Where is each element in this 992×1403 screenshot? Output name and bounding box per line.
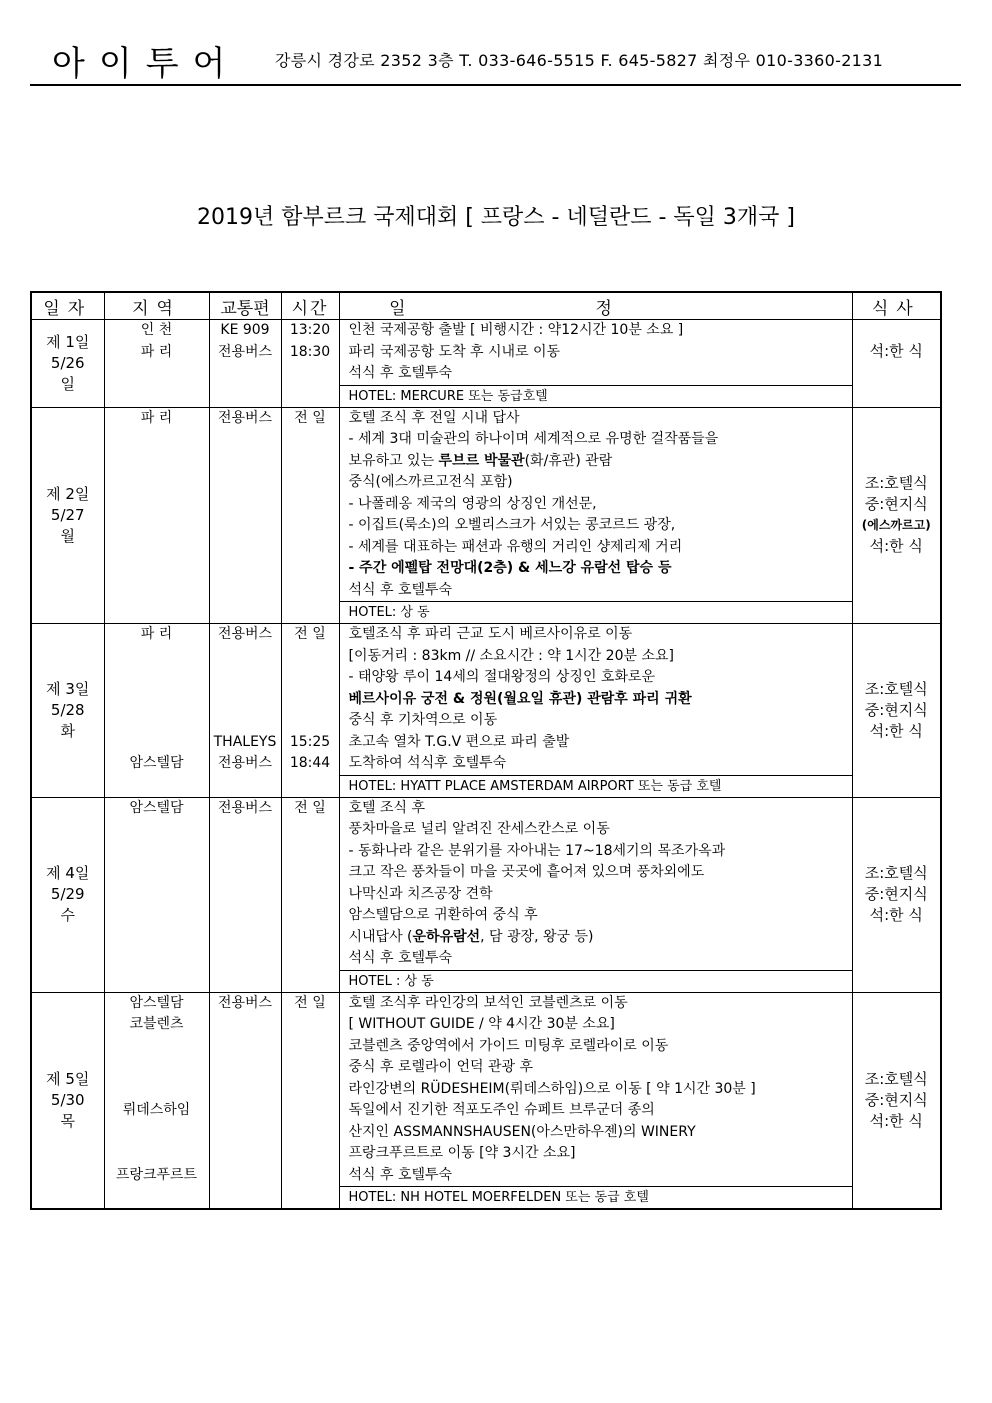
emphasis-text: 운하유람선 xyxy=(412,928,481,945)
meal-line: 조:호텔식 xyxy=(864,1069,928,1088)
region-cell-line xyxy=(105,710,209,732)
schedule-line: - 이집트(룩소)의 오벨리스크가 서있는 콩코르드 광장, xyxy=(348,517,676,533)
region-cell-line xyxy=(105,363,209,385)
time-cell-line: 전 일 xyxy=(294,799,326,816)
time-cell-line: 18:44 xyxy=(289,755,331,771)
time-cell xyxy=(281,320,339,408)
time-cell-line: 전 일 xyxy=(294,626,326,642)
schedule-line: 코블렌츠 중앙역에서 가이드 미팅후 로렐라이로 이동 xyxy=(348,1037,669,1054)
company-name: 아이투어 xyxy=(52,44,240,84)
schedule-line: [이동거리 : 83km // 소요시간 : 약 1시간 20분 소요] xyxy=(348,647,674,664)
day-label: 5/27 xyxy=(50,505,85,524)
emphasis-text: 베르사이유 궁전 & 정원 xyxy=(348,690,498,707)
region-cell-line xyxy=(105,1036,209,1058)
hotel-cell xyxy=(339,970,852,992)
schedule-line: 크고 작은 풍차들이 마을 곳곳에 흩어져 있으며 풍차외에도 xyxy=(348,864,705,880)
region-cell-line xyxy=(105,1057,209,1079)
region-cell-line: 암스텔담 xyxy=(129,799,184,816)
region-cell-line xyxy=(105,1122,209,1144)
emphasis-text: 루브르 박물관 xyxy=(438,452,525,469)
schedule-cell xyxy=(339,407,852,602)
transport-cell-line: 전용버스 xyxy=(217,755,273,771)
transport-cell xyxy=(209,320,281,408)
day-cell xyxy=(31,407,104,624)
region-cell-line: 암스텔담 xyxy=(129,755,184,771)
day-label: 제 4일 xyxy=(46,864,90,882)
meal-line: 조:호텔식 xyxy=(864,474,928,493)
transport-cell-line: 전용버스 xyxy=(217,799,273,816)
day-label: 제 5일 xyxy=(46,1069,90,1088)
time-cell xyxy=(281,407,339,624)
schedule-line: 호텔조식 후 파리 근교 도시 베르사이유로 이동 xyxy=(348,626,633,642)
hotel-cell xyxy=(339,1187,852,1210)
day-label: 화 xyxy=(60,721,75,740)
meal-line: 석:한 식 xyxy=(869,537,923,556)
region-cell-line: 뤼데스하임 xyxy=(122,1102,191,1118)
table-row xyxy=(31,992,941,1187)
schedule-line: 시내답사 (운하유람선, 담 광장, 왕궁 등) xyxy=(348,928,594,945)
schedule-line: 라인강변의 RÜDESHEIM(뤼데스하임)으로 이동 [ 약 1시간 30분 ] xyxy=(348,1080,756,1097)
header-region: 지역 xyxy=(104,292,209,320)
transport-cell xyxy=(209,624,281,798)
region-cell-line xyxy=(105,732,209,754)
table-row xyxy=(31,407,941,602)
schedule-line: 암스텔담으로 귀환하여 중식 후 xyxy=(348,907,538,923)
day-label: 5/29 xyxy=(50,885,85,903)
hotel-line: HOTEL: HYATT PLACE AMSTERDAM AIRPORT 또는 동급 호텔 xyxy=(348,778,722,794)
schedule-line: 프랑크푸르트로 이동 [약 3시간 소요] xyxy=(348,1145,576,1161)
meal-line: 중:현지식 xyxy=(864,1090,928,1109)
letterhead xyxy=(30,30,961,86)
header-schedule: 일정 xyxy=(339,292,852,320)
day-label: 5/30 xyxy=(50,1090,85,1109)
schedule-line: 풍차마을로 널리 알려진 잔세스칸스로 이동 xyxy=(348,821,610,837)
day-label: 목 xyxy=(60,1111,75,1130)
meal-cell xyxy=(852,797,941,992)
region-cell-line: 파 리 xyxy=(140,343,173,360)
region-cell-line: 프랑크푸르트 xyxy=(115,1166,198,1183)
transport-cell-line xyxy=(210,689,281,711)
time-cell-line: 15:25 xyxy=(289,733,331,750)
schedule-line: 호텔 조식후 라인강의 보석인 코블렌츠로 이동 xyxy=(348,994,628,1011)
region-cell-line xyxy=(105,689,209,711)
day-cell xyxy=(31,320,104,408)
day-cell xyxy=(31,797,104,992)
region-cell xyxy=(104,624,209,798)
transport-cell-line xyxy=(210,710,281,732)
document-title: 2019년 함부르크 국제대회 [ 프랑스 - 네덜란드 - 독일 3개국 ] xyxy=(196,205,795,230)
schedule-line: - 세계 3대 미술관의 하나이며 세계적으로 유명한 걸작품들을 xyxy=(348,431,719,447)
schedule-cell xyxy=(339,624,852,776)
transport-cell xyxy=(209,797,281,992)
table-row xyxy=(31,797,941,970)
schedule-line: 호텔 조식 후 xyxy=(348,799,426,816)
transport-cell-line: 전용버스 xyxy=(217,626,273,642)
day-label: 제 1일 xyxy=(46,332,90,351)
region-cell-line xyxy=(105,1143,209,1165)
meal-line: 중:현지식 xyxy=(864,885,928,903)
schedule-line: - 세계를 대표하는 패션과 유행의 거리인 샹제리제 거리 xyxy=(348,538,683,555)
region-cell-line: 파 리 xyxy=(140,626,173,642)
schedule-line: 베르사이유 궁전 & 정원(월요일 휴관) 관람후 파리 귀환 xyxy=(348,690,692,707)
region-cell-line: 암스텔담 xyxy=(129,994,184,1011)
day-cell xyxy=(31,624,104,798)
day-label: 일 xyxy=(60,374,75,393)
region-cell-line: 파 리 xyxy=(140,409,173,426)
transport-cell xyxy=(209,407,281,624)
hotel-cell xyxy=(339,602,852,624)
meal-line: 중:현지식 xyxy=(864,495,928,514)
region-cell-line xyxy=(105,1079,209,1101)
region-cell-line xyxy=(105,646,209,668)
meal-cell xyxy=(852,407,941,624)
schedule-line: 도착하여 석식후 호텔투숙 xyxy=(348,755,507,771)
table-header-row xyxy=(31,292,941,320)
schedule-line: - 동화나라 같은 분위기를 자아내는 17~18세기의 목조가옥과 xyxy=(348,842,726,859)
time-cell xyxy=(281,797,339,992)
hotel-line: HOTEL: NH HOTEL MOERFELDEN 또는 동급 호텔 xyxy=(348,1190,649,1205)
meal-cell xyxy=(852,320,941,408)
meal-cell xyxy=(852,624,941,798)
day-label: 수 xyxy=(60,906,75,924)
schedule-cell xyxy=(339,320,852,386)
table-row xyxy=(31,320,941,386)
region-cell-line: 인 천 xyxy=(140,322,173,338)
hotel-line: HOTEL: 상 동 xyxy=(348,605,430,620)
meal-line: 석:한 식 xyxy=(869,721,923,740)
schedule-line: [ WITHOUT GUIDE / 약 4시간 30분 소요] xyxy=(348,1016,615,1032)
day-cell xyxy=(31,992,104,1209)
schedule-line: 석식 후 호텔투숙 xyxy=(348,581,453,598)
header-meal: 식사 xyxy=(852,292,941,320)
schedule-line: 인천 국제공항 출발 [ 비행시간 : 약12시간 10분 소요 ] xyxy=(348,322,684,338)
meal-line: 조:호텔식 xyxy=(864,679,928,698)
meal-line: 중:현지식 xyxy=(864,700,928,719)
schedule-line: 나막신과 치즈공장 견학 xyxy=(348,885,493,902)
schedule-line: 파리 국제공항 도착 후 시내로 이동 xyxy=(348,343,561,360)
header-date: 일자 xyxy=(31,292,104,320)
schedule-line: 석식 후 호텔투숙 xyxy=(348,365,453,381)
transport-cell-line xyxy=(210,363,281,385)
schedule-line: 산지인 ASSMANNSHAUSEN(아스만하우젠)의 WINERY xyxy=(348,1123,696,1140)
transport-cell-line xyxy=(210,646,281,668)
time-cell-line: 13:20 xyxy=(289,322,331,338)
region-cell xyxy=(104,320,209,408)
time-cell-line: 전 일 xyxy=(294,409,326,426)
time-cell-line xyxy=(282,646,339,668)
schedule-cell xyxy=(339,797,852,970)
time-cell-line xyxy=(282,363,339,385)
schedule-line: 석식 후 호텔투숙 xyxy=(348,1166,453,1183)
hotel-line: HOTEL: MERCURE 또는 동급호텔 xyxy=(348,388,548,404)
day-label: 월 xyxy=(60,526,75,545)
region-cell xyxy=(104,797,209,992)
meal-line: 석:한 식 xyxy=(869,341,923,360)
time-cell xyxy=(281,992,339,1209)
schedule-line: 독일에서 진기한 적포도주인 슈페트 브루군더 종의 xyxy=(348,1102,655,1118)
time-cell-line xyxy=(282,667,339,689)
transport-cell-line: 전용버스 xyxy=(217,994,273,1011)
day-label: 제 3일 xyxy=(46,679,90,698)
table-row xyxy=(31,624,941,776)
time-cell-line xyxy=(282,689,339,711)
meal-line: 석:한 식 xyxy=(869,906,923,924)
header-transport: 교통편 xyxy=(209,292,281,320)
meal-line: 석:한 식 xyxy=(869,1111,923,1130)
meal-cell xyxy=(852,992,941,1209)
hotel-cell xyxy=(339,775,852,797)
schedule-line: - 주간 에펠탑 전망대(2층) & 세느강 유람선 탑승 등 xyxy=(348,560,672,576)
schedule-line: 석식 후 호텔투숙 xyxy=(348,950,453,966)
region-cell xyxy=(104,992,209,1209)
meal-line: (에스까르고) xyxy=(861,518,931,533)
schedule-line: 호텔 조식 후 전일 시내 답사 xyxy=(348,409,520,426)
itinerary-table xyxy=(30,291,942,1210)
header-time: 시간 xyxy=(281,292,339,320)
schedule-line: - 태양왕 루이 14세의 절대왕정의 상징인 호화로운 xyxy=(348,669,656,685)
schedule-cell xyxy=(339,992,852,1187)
transport-cell-line: 전용버스 xyxy=(217,343,273,360)
schedule-line: 보유하고 있는 루브르 박물관(화/휴관) 관람 xyxy=(348,452,613,469)
hotel-cell xyxy=(339,385,852,407)
meal-line: 조:호텔식 xyxy=(864,864,928,882)
schedule-line: 초고속 열차 T.G.V 편으로 파리 출발 xyxy=(348,733,570,750)
transport-cell-line: KE 909 xyxy=(220,322,270,338)
region-cell xyxy=(104,407,209,624)
transport-cell xyxy=(209,992,281,1209)
time-cell-line: 전 일 xyxy=(294,994,326,1011)
day-label: 제 2일 xyxy=(46,484,90,503)
hotel-line: HOTEL : 상 동 xyxy=(348,973,434,989)
transport-cell-line: 전용버스 xyxy=(217,409,273,426)
contact-info: 강릉시 경강로 2352 3층 T. 033-646-5515 F. 645-5827 최정우 010-3360-2131 xyxy=(275,51,884,70)
day-label: 5/28 xyxy=(50,700,85,719)
region-cell-line xyxy=(105,667,209,689)
schedule-line: 중식(에스까르고전식 포함) xyxy=(348,474,513,490)
time-cell-line: 18:30 xyxy=(289,343,331,360)
region-cell-line: 코블렌츠 xyxy=(129,1016,184,1032)
day-label: 5/26 xyxy=(50,353,85,372)
schedule-line: - 나폴레옹 제국의 영광의 상징인 개선문, xyxy=(348,495,597,512)
time-cell xyxy=(281,624,339,798)
time-cell-line xyxy=(282,710,339,732)
transport-cell-line: THALEYS xyxy=(213,733,277,750)
schedule-line: 중식 후 기차역으로 이동 xyxy=(348,712,498,728)
schedule-line: 중식 후 로렐라이 언덕 관광 후 xyxy=(348,1059,534,1075)
transport-cell-line xyxy=(210,667,281,689)
